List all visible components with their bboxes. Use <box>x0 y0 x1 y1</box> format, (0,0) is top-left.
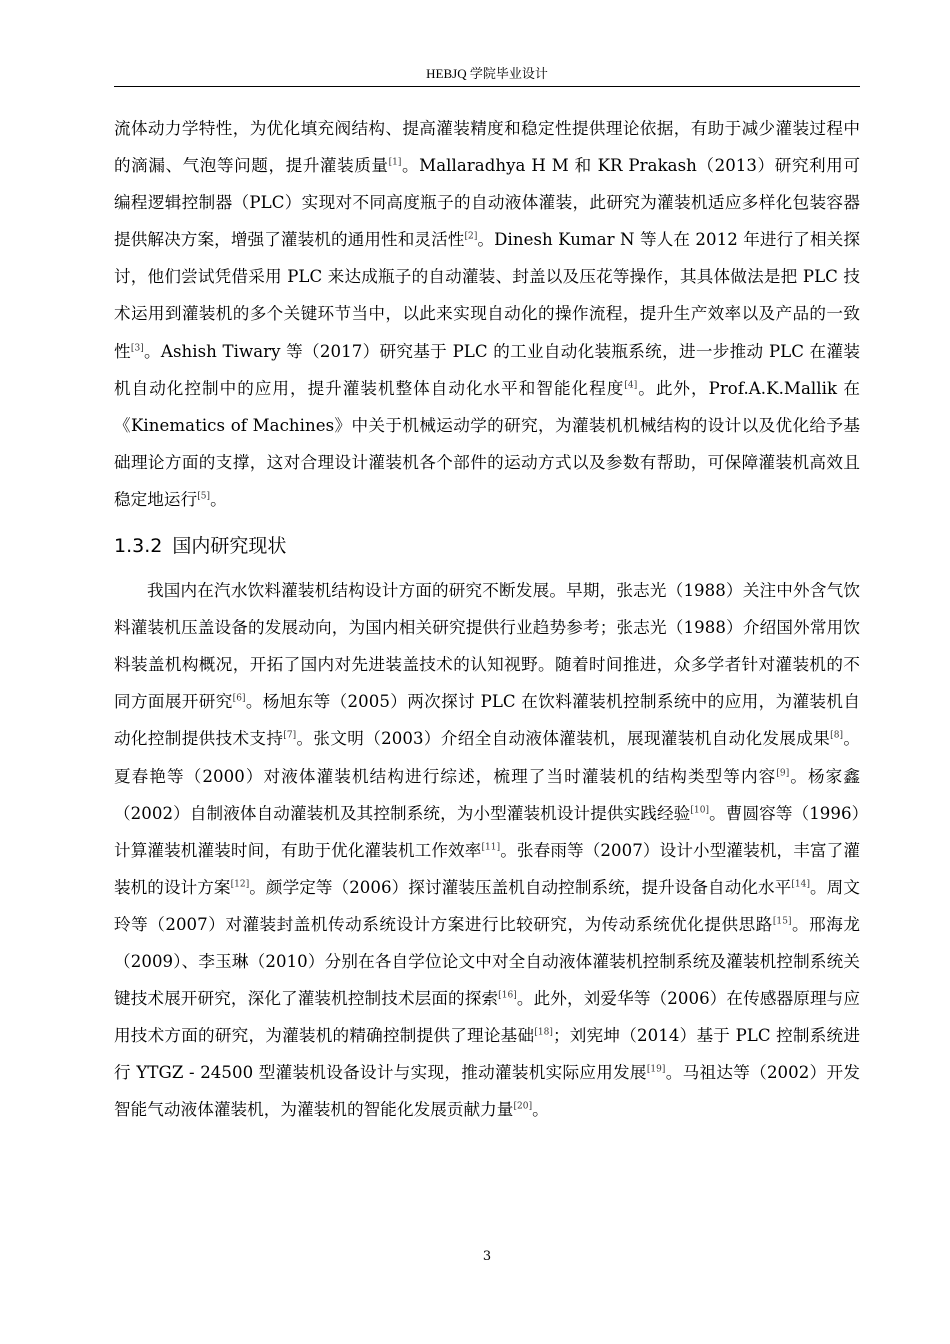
text-segment: 。此外，刘爱华等（2006）在传感器原理与应用技术方面的研究，为灌装机的精确控制提供了理论基础 <box>114 989 860 1046</box>
page-header: HEBJQ 学院毕业设计 <box>426 66 548 81</box>
paragraph-domestic-research <box>114 572 860 1128</box>
section-heading <box>114 532 860 560</box>
header-divider <box>114 86 860 87</box>
citation-ref: [8] <box>830 730 844 741</box>
text-segment: 我国内在汽水饮料灌装机结构设计方面的研究不断发展。早期，张志光（1988）关注中外含气饮料灌装机压盖设备的发展动向，为国内相关研究提供行业趋势参考；张志光（1988）介绍国外常用饮料装盖机构概况，开拓了国内对先进装盖技术的认知视野。随着时间推进，众多学者针对灌装机的不同方面展开研究 <box>114 581 860 712</box>
text-segment: 。曹圆容等（1996）计算灌装机灌装时间，有助于优化灌装机工作效率 <box>114 803 861 860</box>
paragraph-foreign-research <box>114 110 860 518</box>
citation-ref: [4] <box>624 380 638 391</box>
citation-ref: [1] <box>388 157 402 168</box>
citation-ref: [5] <box>197 491 211 502</box>
text-segment: 。杨家鑫（2002）自制液体自动灌装机及其控制系统，为小型灌装机设计提供实践经验 <box>114 766 860 823</box>
text-segment: 。Mallaradhya H M 和 KR Prakash（2013）研究利用可编程逻辑控制器（PLC）实现对不同高度瓶子的自动液体灌装，此研究为灌装机适应多样化包装容器提供解决方案，增强了灌装机的通用性和灵活性 <box>114 156 860 250</box>
citation-ref: [14] <box>791 879 811 890</box>
text-segment: 。此外，Prof.A.K.Mallik 在《Kinematics of Machines》中关于机械运动学的研究，为灌装机机械结构的设计以及优化给予基础理论方面的支撑，这对合理设计灌装机各个部件的运动方式以及参数有帮助，可保障灌装机高效且稳定地运行 <box>114 378 860 509</box>
citation-ref: [3] <box>130 343 144 354</box>
text-segment: 。马祖达等（2002）开发智能气动液体灌装机，为灌装机的智能化发展贡献力量 <box>114 1063 860 1120</box>
text-segment: 。夏春艳等（2000）对液体灌装机结构进行综述，梳理了当时灌装机的结构类型等内容 <box>114 729 860 786</box>
citation-ref: [11] <box>481 842 501 853</box>
section-number: 1.3.2 <box>114 535 163 558</box>
text-segment: 流体动力学特性，为优化填充阀结构、提高灌装精度和稳定性提供理论依据，有助于减少灌装过程中的滴漏、气泡等问题，提升灌装质量 <box>114 119 860 176</box>
body-text <box>114 110 860 1128</box>
text-segment: 。杨旭东等（2005）两次探讨 PLC 在饮料灌装机控制系统中的应用，为灌装机自动化控制提供技术支持 <box>114 692 860 749</box>
citation-ref: [6] <box>232 693 246 704</box>
text-segment: 。颜学定等（2006）探讨灌装压盖机自动控制系统，提升设备自动化水平 <box>249 877 792 897</box>
citation-ref: [20] <box>513 1101 533 1112</box>
page-number: 3 <box>482 1249 492 1264</box>
text-segment: 。 <box>210 489 227 509</box>
citation-ref: [19] <box>646 1064 666 1075</box>
section-title: 国内研究现状 <box>172 535 287 558</box>
text-segment: 。张春雨等（2007）设计小型灌装机，丰富了灌装机的设计方案 <box>114 840 860 897</box>
citation-ref: [15] <box>772 916 792 927</box>
citation-ref: [7] <box>283 730 297 741</box>
citation-ref: [10] <box>690 805 710 816</box>
text-segment: 。Dinesh Kumar N 等人在 2012 年进行了相关探讨，他们尝试凭借采用 PLC 来达成瓶子的自动灌装、封盖以及压花等操作，其具体做法是把 PLC 技术运用到灌装机的多个关键环节当中，以此来实现自动化的操作流程，提升生产效率以及产品的一致性 <box>114 230 860 361</box>
citation-ref: [16] <box>498 990 517 1001</box>
citation-ref: [18] <box>534 1027 553 1038</box>
text-segment: 。Ashish Tiwary 等（2017）研究基于 PLC 的工业自动化装瓶系统，进一步推动 PLC 在灌装机自动化控制中的应用，提升灌装机整体自动化水平和智能化程度 <box>114 341 860 398</box>
text-segment: ；刘宪坤（2014）基于 PLC 控制系统进行 YTGZ - 24500 型灌装机设备设计与实现，推动灌装机实际应用发展 <box>114 1026 861 1083</box>
text-segment: 。张文明（2003）介绍全自动液体灌装机，展现灌装机自动化发展成果 <box>296 729 831 749</box>
text-segment: 。周文玲等（2007）对灌装封盖机传动系统设计方案进行比较研究，为传动系统优化提供思路 <box>114 877 860 934</box>
citation-ref: [9] <box>776 767 790 778</box>
citation-ref: [12] <box>230 879 250 890</box>
text-segment: 。 <box>532 1100 549 1120</box>
citation-ref: [2] <box>464 231 478 242</box>
text-segment: 。邢海龙（2009）、李玉琳（2010）分别在各自学位论文中对全自动液体灌装机控制系统及灌装机控制系统关键技术展开研究，深化了灌装机控制技术层面的探索 <box>114 914 861 1009</box>
